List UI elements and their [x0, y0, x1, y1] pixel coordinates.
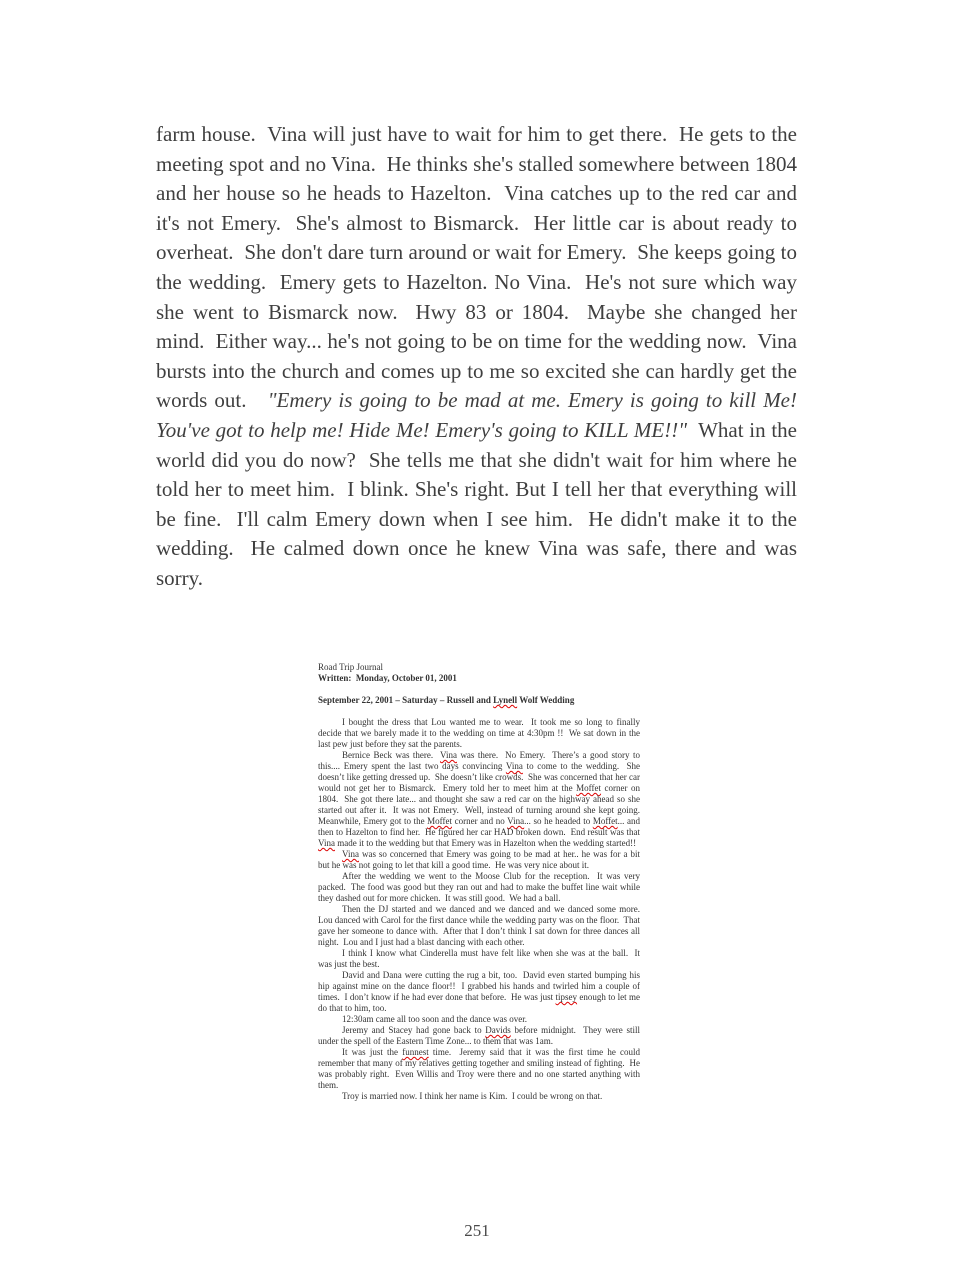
text-segment: ... and then to Hazelton to find her. He figured her car HAD broken down. End result was that [318, 816, 643, 837]
misspelled-word: Vina [342, 849, 359, 859]
main-body-paragraph [156, 120, 808, 594]
text-segment: Wolf Wedding [517, 695, 575, 705]
text-segment: corner on 1804. She got there late... and thought she saw a red car on the highway ahead so she started out after it. It was not Emery. Well, instead of turning around she kept going. Meanwhile, Emery got to the [318, 783, 645, 826]
journal-written-date: Written: Monday, October 01, 2001 [318, 673, 457, 683]
misspelled-word: Vina [439, 750, 457, 760]
journal-paragraph [318, 1091, 640, 1102]
text-segment: time. Jeremy said that it was the first time he could remember that many of my relatives getting together and smiling instead of fighting. He was probably right. Even Willis and Troy were there and no one started anything with them. [318, 1047, 643, 1090]
misspelled-word: Moffet [427, 816, 452, 826]
text-segment: Jeremy and Stacey had gone back to [342, 1025, 486, 1035]
text-segment: farm house. Vina will just have to wait for him to get there. He gets to the meeting spot and no Vina. He thinks she's stalled somewhere between 1804 and her house so he heads to Hazelton. Vina catches up to the red car and it's not Emery. She's almost to Bismarck. Her little car is about ready to overheat. She don't dare turn around or wait for Emery. She keeps going to the wedding. Emery gets to Hazelton. No Vina. He's not sure which way she went to Bismarck now. Hwy 83 or 1804. Maybe she changed her mind. Either way... he's not going to be on time for the wedding now. Vina bursts into the church and comes up to me so excited she can hardly get the words out. [156, 122, 803, 413]
journal-excerpt [318, 662, 645, 1102]
misspelled-word: funnest [402, 1047, 429, 1057]
journal-body [318, 717, 645, 1102]
journal-paragraph [318, 948, 643, 970]
journal-entry-heading [318, 695, 640, 706]
page-number: 251 [464, 1221, 490, 1240]
journal-title: Road Trip Journal [318, 662, 384, 672]
text-segment: enough to let me do that to him, too. [318, 992, 643, 1013]
journal-paragraph [318, 1014, 640, 1025]
journal-paragraph [318, 1025, 643, 1047]
journal-paragraph [318, 904, 645, 948]
text-segment: Then the DJ started and we danced and we danced and we danced some more. Lou danced with Carol for the first dance while the wedding party was on the floor. That gave her someone to dance with. After that I don’t think I sat down for three dances all night. Lou and I just had a blast dancing with each other. [318, 904, 645, 947]
text-segment: September 22, 2001 – Saturday – Russell and [318, 695, 494, 705]
text-segment: was so concerned that Emery was going to be mad at her.. he was for a bit but he was not going to let that kill a good time. He was very nice about it. [318, 849, 643, 870]
journal-paragraph [318, 970, 643, 1014]
journal-paragraph [318, 750, 645, 849]
text-segment: It was just the [342, 1047, 403, 1057]
text-segment: Bernice Beck was there. [342, 750, 440, 760]
text-segment: ... so he headed to [524, 816, 593, 826]
text-segment: made it to the wedding but that Emery was in Hazelton when the wedding started!! [334, 838, 637, 848]
misspelled-word: Vina [318, 838, 335, 848]
misspelled-word: Vina [507, 816, 525, 826]
misspelled-word: Davids [485, 1025, 511, 1035]
text-segment: David and Dana were cutting the rug a bit, too. David even started bumping his hip against mine on the dance floor!! I grabbed his hands and twirled him a couple of times. I don’t know if he had ever done that before. He was just [318, 970, 643, 1002]
text-segment: to come to the wedding. She doesn’t like getting dressed up. She doesn’t like crowds. She was concerned that her car would not get her to Bismarck. Emery told her to meet him at the [318, 761, 643, 793]
misspelled-word: Moffet [576, 783, 602, 793]
text-segment: What in the world did you do now? She tells me that she didn't wait for him where he told her to meet him. I blink. She's right. But I tell her that everything will be fine. I'll calm Emery down when I see him. He didn't make it to the wedding. He calmed down once he knew Vina was safe, there and was sorry. [156, 417, 803, 590]
text-segment: Troy is married now. I think her name is Kim. I could be wrong on that. [342, 1091, 603, 1101]
misspelled-word: Moffet [592, 816, 618, 826]
text-segment: corner and no [452, 816, 508, 826]
journal-paragraph [318, 871, 643, 904]
misspelled-word: tipsey [555, 992, 578, 1002]
text-segment: I think I know what Cinderella must have felt like when she was at the ball. It was just the best. [318, 948, 643, 969]
misspelled-word: Vina [505, 761, 523, 771]
text-segment: before midnight. They were still under the spell of the Eastern Time Zone... to them that was 1am. [318, 1025, 643, 1046]
text-segment: I bought the dress that Lou wanted me to wear. It took me so long to finally decide that we barely made it to the wedding on time at 4:30pm !! We sat down in the last pew just before they sat the parents. [318, 717, 643, 749]
text-segment: was there. No Emery. There’s a good story to this.... Emery spent the last two days convincing [318, 750, 643, 771]
text-segment: 12:30am came all too soon and the dance was over. [342, 1014, 527, 1024]
text-segment: "Emery is going to be mad at me. Emery is going to kill Me! You've got to help me! Hide Me! Emery's going to KILL ME!!" [156, 388, 808, 442]
text-segment: After the wedding we went to the Moose Club for the reception. It was very packed. The food was good but they ran out and had to make the buffet line wait while they dashed out for more chicken. It was still good. We had a ball. [318, 871, 643, 903]
journal-paragraph [318, 717, 643, 750]
journal-paragraph [318, 1047, 643, 1091]
journal-paragraph [318, 849, 643, 871]
misspelled-word: Lynell [493, 695, 518, 705]
